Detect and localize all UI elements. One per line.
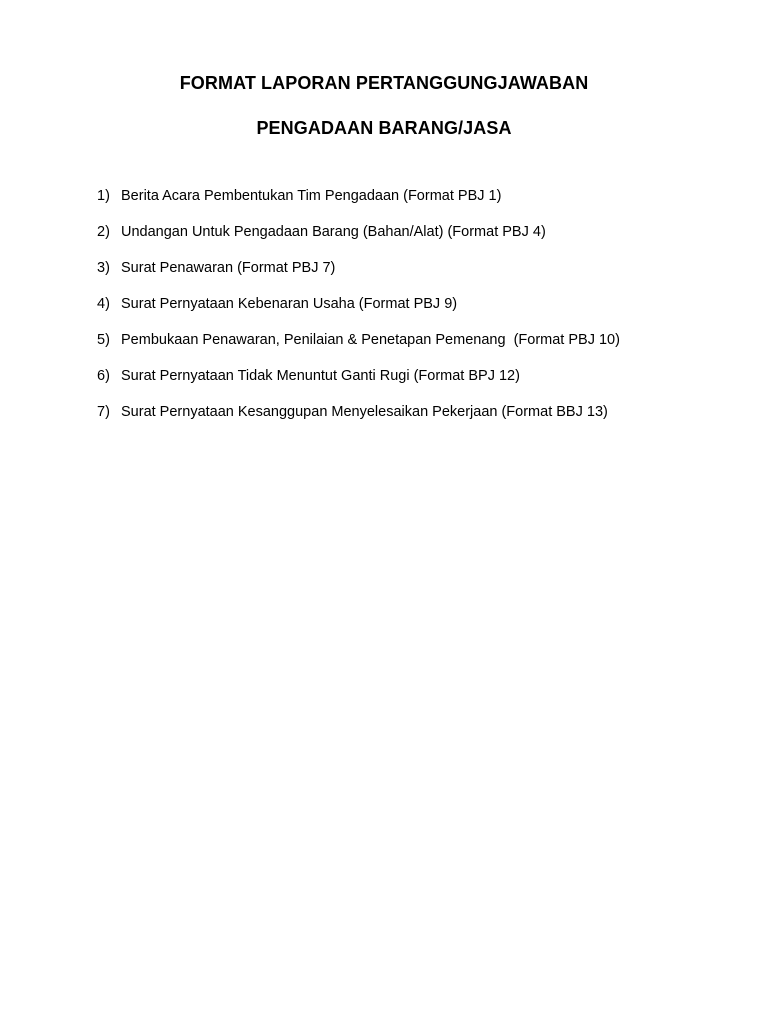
list-item-number: 4) — [97, 296, 110, 312]
list-item-number: 2) — [97, 224, 110, 240]
list-item — [97, 404, 620, 440]
list-item-number: 3) — [97, 260, 110, 276]
format-list — [97, 188, 620, 440]
list-item — [97, 188, 620, 224]
list-item-text: Surat Pernyataan Kesanggupan Menyelesaikan Pekerjaan (Format BBJ 13) — [121, 404, 608, 420]
list-item-number: 7) — [97, 404, 110, 420]
list-item-text: Surat Penawaran (Format PBJ 7) — [121, 260, 336, 276]
list-item-number: 6) — [97, 368, 110, 384]
list-item-text: Surat Pernyataan Tidak Menuntut Ganti Rugi (Format BPJ 12) — [121, 368, 520, 384]
list-item — [97, 368, 620, 404]
list-item — [97, 224, 620, 260]
list-item-number: 5) — [97, 332, 110, 348]
document-subtitle: PENGADAAN BARANG/JASA — [256, 118, 512, 138]
list-item-text: Berita Acara Pembentukan Tim Pengadaan (Format PBJ 1) — [121, 188, 502, 204]
list-item-text: Pembukaan Penawaran, Penilaian & Penetapan Pemenang (Format PBJ 10) — [121, 332, 620, 348]
list-item — [97, 332, 620, 368]
list-item-text: Surat Pernyataan Kebenaran Usaha (Format PBJ 9) — [121, 296, 458, 312]
list-item — [97, 260, 620, 296]
list-item-number: 1) — [97, 188, 110, 204]
list-item-text: Undangan Untuk Pengadaan Barang (Bahan/Alat) (Format PBJ 4) — [121, 224, 546, 240]
list-item — [97, 296, 620, 332]
document-title: FORMAT LAPORAN PERTANGGUNGJAWABAN — [179, 73, 589, 93]
